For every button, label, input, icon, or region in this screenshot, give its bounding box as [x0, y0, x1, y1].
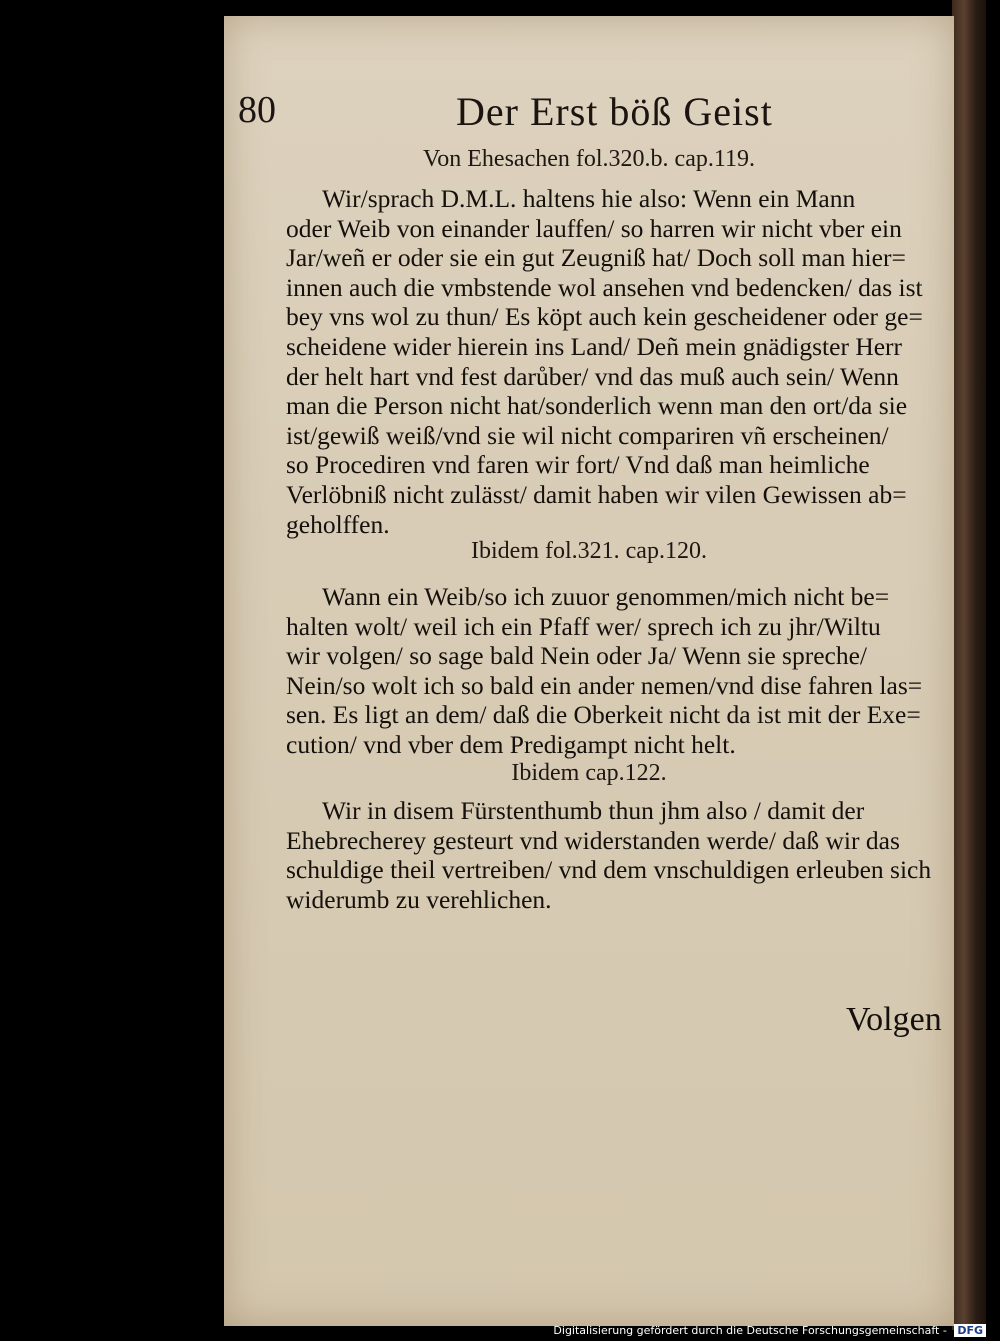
text-line: innen auch die vmbstende wol ansehen vnd bedencken/ das ist: [286, 272, 923, 302]
section-body: [286, 582, 950, 760]
text-line: Verlöbniß nicht zulässt/ damit haben wir vilen Gewissen ab=: [286, 479, 907, 509]
text-line: schuldige theil vertreiben/ vnd dem vnschuldigen erleuben sich: [286, 855, 932, 885]
credit-text: Digitalisierung gefördert durch die Deutsche Forschungsgemeinschaft -: [553, 1324, 947, 1337]
book-page: [224, 16, 954, 1326]
text-line: Jar/weñ er oder sie ein gut Zeugniß hat/ Doch soll man hier=: [286, 243, 906, 273]
text-line: oder Weib von einander lauffen/ so harren wir nicht vber ein: [286, 213, 902, 243]
dfg-logo: DFG: [954, 1324, 986, 1337]
section-body: [286, 796, 950, 914]
text-line: sen. Es ligt an dem/ daß die Oberkeit nicht da ist mit der Exe=: [286, 700, 921, 730]
text-line: ist/gewiß weiß/vnd sie wil nicht compariren vñ erscheinen/: [286, 420, 889, 450]
text-line: halten wolt/ weil ich ein Pfaff wer/ sprech ich zu jhr/Wiltu: [286, 611, 881, 641]
text-line: widerumb zu verehlichen.: [286, 884, 552, 914]
text-line: Wir/sprach D.M.L. haltens hie also: Wenn ein Mann: [322, 184, 856, 213]
text-line: bey vns wol zu thun/ Es köpt auch kein gescheidener oder ge=: [286, 302, 923, 332]
catchword: Volgen: [846, 1001, 942, 1038]
book-binding-edge: [952, 0, 986, 1330]
section-body: [286, 184, 950, 539]
text-line: Ehebrecherey gesteurt vnd widerstanden werde/ daß wir das: [286, 825, 900, 855]
text-line: so Procediren vnd faren wir fort/ Vnd daß man heimliche: [286, 450, 870, 480]
running-head: Der Erst böß Geist: [456, 89, 773, 134]
text-line: man die Person nicht hat/sonderlich wenn man den ort/da sie: [286, 391, 908, 421]
text-line: scheidene wider hierein ins Land/ Deñ mein gnädigster Herr: [286, 331, 903, 361]
section-heading: Ibidem cap.122.: [511, 760, 667, 786]
text-line: cution/ vnd vber dem Predigampt nicht helt.: [286, 729, 736, 759]
text-line: geholffen.: [286, 509, 390, 539]
page-number: 80: [238, 89, 276, 131]
section-heading: Von Ehesachen fol.320.b. cap.119.: [423, 146, 755, 172]
digitization-credit: [553, 1324, 986, 1337]
text-line: wir volgen/ so sage bald Nein oder Ja/ Wenn sie spreche/: [286, 641, 867, 671]
text-line: Wann ein Weib/so ich zuuor genommen/mich nicht be=: [322, 582, 890, 611]
text-line: Nein/so wolt ich so bald ein ander nemen/vnd dise fahren las=: [286, 670, 923, 700]
section-heading: Ibidem fol.321. cap.120.: [471, 538, 707, 564]
page-header: [238, 88, 938, 138]
text-line: Wir in disem Fürstenthumb thun jhm also / damit der: [322, 796, 865, 825]
text-line: der helt hart vnd fest darůber/ vnd das muß auch sein/ Wenn: [286, 361, 899, 391]
